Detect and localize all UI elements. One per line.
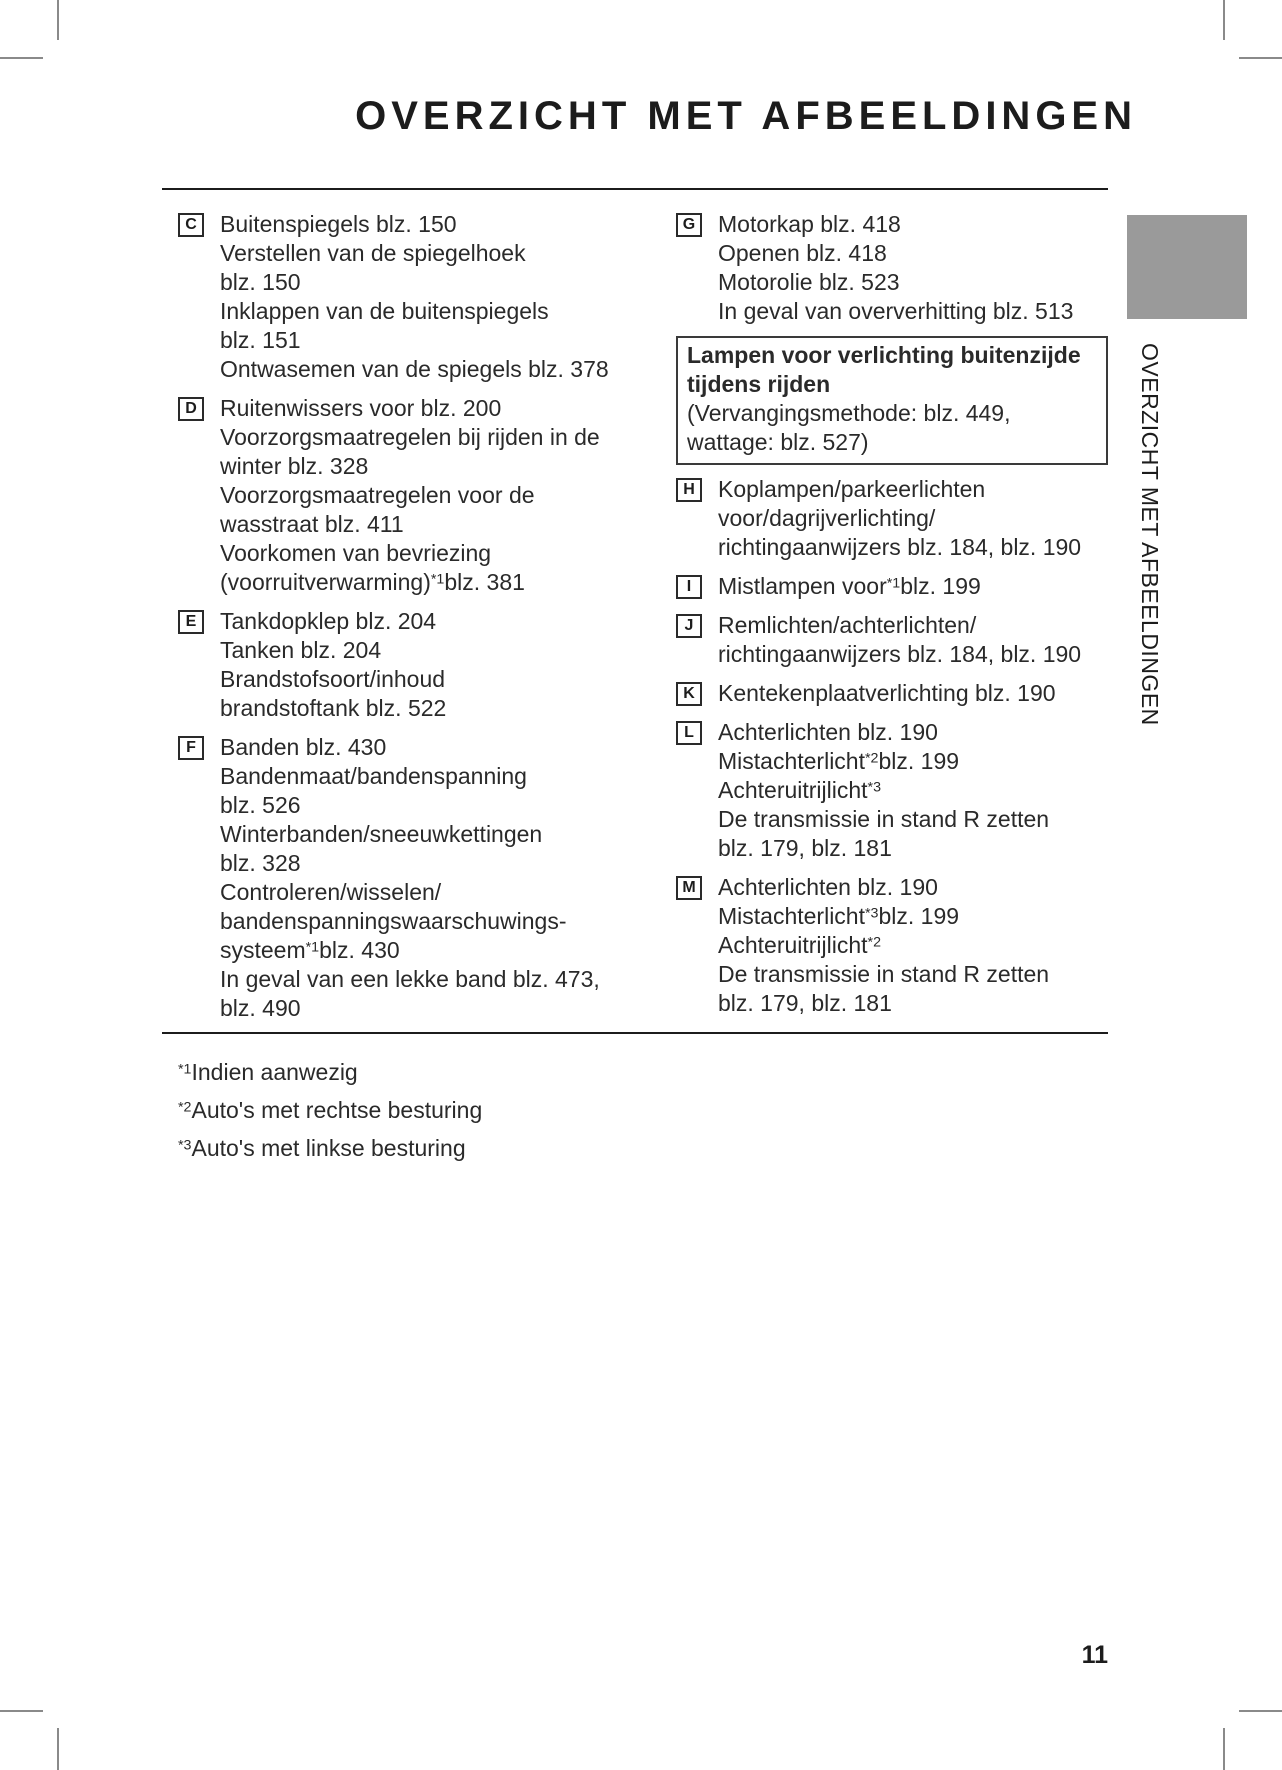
text-line: Voorzorgsmaatregelen voor de <box>220 482 535 508</box>
callout-label-L: L <box>676 721 702 745</box>
entry-L <box>676 718 1108 863</box>
text-line: Mistachterlicht$^{*2}$blz. 199 <box>718 748 960 774</box>
footnote-marker: *2 <box>864 750 879 767</box>
entry-H <box>676 475 1108 562</box>
crop-mark-bottom-left-horizontal <box>0 1710 43 1712</box>
entry-text <box>718 611 1081 669</box>
entry-J <box>676 611 1108 669</box>
text-line: richtingaanwijzers blz. 184, blz. 190 <box>718 534 1082 560</box>
text-line: Remlichten/achterlichten/ <box>718 612 977 638</box>
text-line: systeem$^{*1}$blz. 430 <box>220 937 400 963</box>
callout-label-I: I <box>676 575 702 599</box>
top-rule <box>162 188 1108 190</box>
footnote-marker: *3 <box>178 1137 192 1154</box>
text-line: Kentekenplaatverlichting blz. 190 <box>718 680 1056 706</box>
text-line: Verstellen van de spiegelhoek <box>220 240 526 266</box>
entry-text <box>718 718 1049 863</box>
text-line: winter blz. 328 <box>220 453 369 479</box>
text-line: De transmissie in stand R zetten <box>718 806 1050 832</box>
footnotes <box>178 1058 482 1172</box>
text-line: blz. 179, blz. 181 <box>718 835 892 861</box>
entry-text <box>220 733 600 1023</box>
text-line: Koplampen/parkeerlichten <box>718 476 986 502</box>
entry-text <box>718 210 1073 326</box>
entry-I <box>676 572 1108 601</box>
callout-label-H: H <box>676 478 702 502</box>
text-line: blz. 150 <box>220 269 301 295</box>
crop-mark-top-right-horizontal <box>1239 57 1282 59</box>
callout-label-F: F <box>178 736 204 760</box>
text-line: blz. 179, blz. 181 <box>718 990 892 1016</box>
entry-text <box>220 607 446 723</box>
text-line: Controleren/wisselen/ <box>220 879 442 905</box>
footnote-marker: *3 <box>864 905 879 922</box>
text-line: Motorkap blz. 418 <box>718 211 901 237</box>
crop-mark-bottom-right-vertical <box>1223 1728 1225 1770</box>
text-line: brandstoftank blz. 522 <box>220 695 447 721</box>
sidebar-vertical-title: OVERZICHT MET AFBEELDINGEN <box>1137 343 1163 726</box>
entry-text <box>718 873 1049 1018</box>
entry-C <box>178 210 648 384</box>
callout-label-G: G <box>676 213 702 237</box>
page-number: 11 <box>1081 1641 1108 1669</box>
entry-text <box>718 679 1056 708</box>
text-line: Ontwasemen van de spiegels blz. 378 <box>220 356 609 382</box>
footnote-marker: *1 <box>178 1061 192 1078</box>
text-line: (Vervangingsmethode: blz. 449, <box>687 400 1011 426</box>
crop-mark-top-left-horizontal <box>0 57 43 59</box>
entry-E <box>178 607 648 723</box>
text-line: De transmissie in stand R zetten <box>718 961 1050 987</box>
text-line: Tanken blz. 204 <box>220 637 382 663</box>
text-line: In geval van oververhitting blz. 513 <box>718 298 1074 324</box>
callout-label-M: M <box>676 876 702 900</box>
text-line: Voorkomen van bevriezing <box>220 540 492 566</box>
text-line: wasstraat blz. 411 <box>220 511 404 537</box>
text-line: Mistachterlicht$^{*3}$blz. 199 <box>718 903 960 929</box>
text-line: (voorruitverwarming)$^{*1}$blz. 381 <box>220 569 525 595</box>
text-line: wattage: blz. 527) <box>687 429 869 455</box>
footnote-marker: *1 <box>430 571 445 588</box>
text-line: Achterlichten blz. 190 <box>718 874 938 900</box>
text-line: blz. 526 <box>220 792 301 818</box>
footnote-marker: *1 <box>305 939 320 956</box>
text-line: Ruitenwissers voor blz. 200 <box>220 395 502 421</box>
bottom-rule <box>162 1032 1108 1034</box>
page-title: OVERZICHT MET AFBEELDINGEN <box>355 94 1137 138</box>
text-line: blz. 490 <box>220 995 301 1021</box>
sidebar-gray-box <box>1127 215 1247 319</box>
text-line: Achteruitrijlicht$^{*2}$ <box>718 932 882 958</box>
text-line: Voorzorgsmaatregelen bij rijden in de <box>220 424 600 450</box>
entry-text <box>220 394 600 597</box>
callout-label-C: C <box>178 213 204 237</box>
entry-M <box>676 873 1108 1018</box>
text-line: Achterlichten blz. 190 <box>718 719 938 745</box>
footnote-marker: *1 <box>886 575 901 592</box>
footnote-marker: *3 <box>867 779 882 796</box>
entry-text <box>220 210 609 384</box>
entry-D <box>178 394 648 597</box>
text-line: Motorolie blz. 523 <box>718 269 900 295</box>
crop-mark-top-left-vertical <box>57 0 59 40</box>
text-line: bandenspanningswaarschuwings- <box>220 908 567 934</box>
text-line: $^{*2}$Auto's met rechtse besturing <box>178 1097 483 1123</box>
crop-mark-top-right-vertical <box>1223 0 1225 40</box>
text-line: Lampen voor verlichting buitenzijde <box>687 342 1081 368</box>
exterior-lights-info-box <box>676 336 1108 465</box>
text-line: Winterbanden/sneeuwkettingen <box>220 821 543 847</box>
text-line: Banden blz. 430 <box>220 734 387 760</box>
left-column <box>178 210 648 1033</box>
callout-label-D: D <box>178 397 204 421</box>
crop-mark-bottom-right-horizontal <box>1239 1710 1282 1712</box>
callout-label-E: E <box>178 610 204 634</box>
entry-K <box>676 679 1108 708</box>
text-line: In geval van een lekke band blz. 473, <box>220 966 600 992</box>
text-line: Openen blz. 418 <box>718 240 887 266</box>
text-line: richtingaanwijzers blz. 184, blz. 190 <box>718 641 1082 667</box>
text-line: voor/dagrijverlichting/ <box>718 505 936 531</box>
text-line: Inklappen van de buitenspiegels <box>220 298 549 324</box>
footnote-marker: *2 <box>178 1099 192 1116</box>
text-line: Achteruitrijlicht$^{*3}$ <box>718 777 882 803</box>
crop-mark-bottom-left-vertical <box>57 1728 59 1770</box>
text-line: Brandstofsoort/inhoud <box>220 666 446 692</box>
entry-G <box>676 210 1108 326</box>
text-line: $^{*3}$Auto's met linkse besturing <box>178 1135 466 1161</box>
footnote-marker: *2 <box>867 934 882 951</box>
entry-text <box>718 475 1081 562</box>
text-line: blz. 151 <box>220 327 301 353</box>
entry-F <box>178 733 648 1023</box>
text-line: tijdens rijden <box>687 371 831 397</box>
callout-label-K: K <box>676 682 702 706</box>
text-line: $^{*1}$Indien aanwezig <box>178 1059 358 1085</box>
text-line: Tankdopklep blz. 204 <box>220 608 437 634</box>
text-line: blz. 328 <box>220 850 301 876</box>
text-line: Bandenmaat/bandenspanning <box>220 763 527 789</box>
entry-text <box>718 572 981 601</box>
callout-label-J: J <box>676 614 702 638</box>
right-column <box>676 210 1108 1028</box>
text-line: Mistlampen voor$^{*1}$blz. 199 <box>718 573 981 599</box>
text-line: Buitenspiegels blz. 150 <box>220 211 457 237</box>
